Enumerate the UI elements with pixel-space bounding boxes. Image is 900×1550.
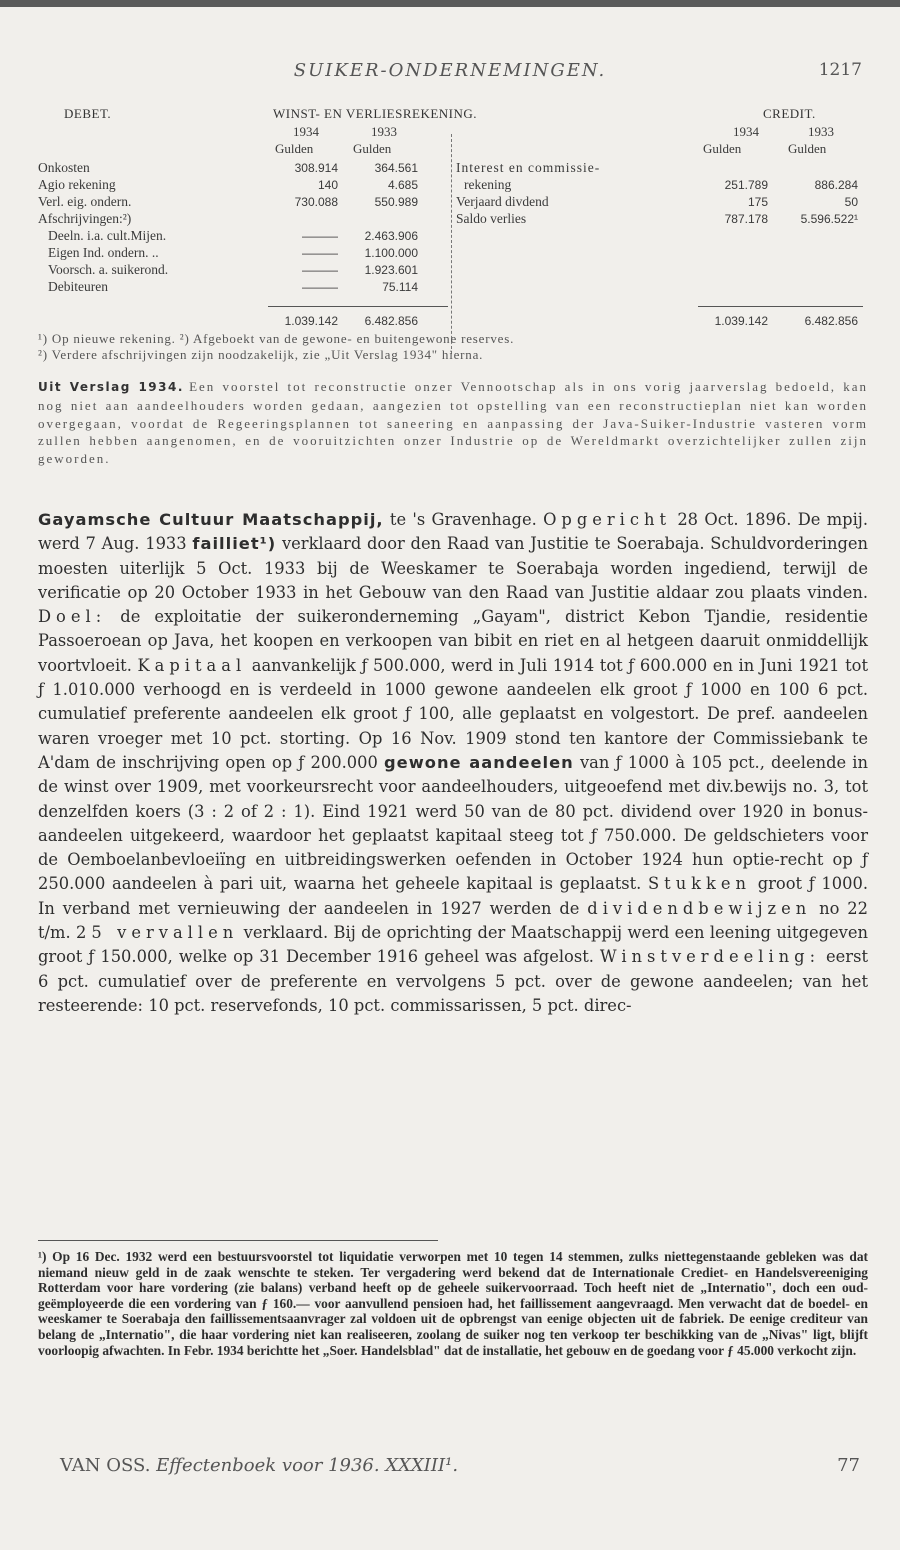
currency-a: Gulden (275, 141, 314, 156)
debit-value-b: 2.463.906 (364, 229, 418, 243)
debit-value-b: 4.685 (387, 178, 418, 192)
debet-heading: DEBET. (64, 106, 112, 121)
entry-text: aanvankelijk ƒ 500.000, werd in Juli 1914 tot ƒ 600.000 en in Juni 1921 tot ƒ 1.010.000 verhoogd en is verdeeld in 1000 gewone aandeelen elk groot ƒ 1000 en 100 6 pct. cumulatief preferente aandeelen elk groot ƒ 100, alle geplaatst en volgestort. De pref. aandeelen waren vroeger met 10 pct. storting. Op 16 Nov. 1909 stond ten kantore der Commissiebank te A'dam de inschrijving open op ƒ 200.000 (38, 655, 868, 772)
credit-label: Saldo verlies (456, 211, 527, 226)
debit-value-a: 730.088 (294, 195, 338, 209)
debit-value-a: ——— (302, 280, 338, 294)
credit-year-b: 1933 (808, 124, 834, 139)
total-rule (268, 306, 448, 307)
entry-text: te 's Gravenhage. (383, 510, 544, 529)
verslag-paragraph (38, 378, 868, 468)
debit-label: Deeln. i.a. cult.Mijen. (48, 228, 167, 243)
profit-loss-account (38, 106, 863, 336)
debit-value-a: ——— (302, 263, 338, 277)
credit-value-a: 787.178 (724, 212, 768, 226)
keyword-dividendbewijzen: dividendbewijzen (587, 898, 812, 918)
entry-text: verklaard. Bij de oprichting der Maatschappij werd een leening uitgegeven groot ƒ 150.000, welke op 31 December 1916 geheel was afgelost. (38, 923, 868, 967)
credit-value-a: 175 (747, 195, 768, 209)
scan-top-edge (0, 0, 900, 7)
debit-value-a: ——— (302, 229, 338, 243)
year-b: 1933 (371, 124, 397, 139)
credit-value-b: 5.596.522¹ (800, 212, 858, 226)
credit-label: Interest en commissie- (456, 160, 601, 175)
page-footer (60, 1455, 860, 1481)
debit-label: Onkosten (38, 160, 90, 175)
credit-label: rekening (464, 177, 512, 192)
debit-value-a: 308.914 (294, 161, 338, 175)
debit-value-b: 550.989 (374, 195, 418, 209)
entry-text: eerst 6 pct. cumulatief over de preferente en vervolgens 5 pct. over de gewone aandeelen; van het resteerende: 10 pct. reservefonds, 10 pct. commissarissen, 5 pct. direc- (38, 947, 868, 1015)
verslag-text: Een voorstel tot reconstructie onzer Vennootschap als in ons vorig jaarverslag bedoeld, kan nog niet aan aandeelhouders worden gedaan, aangezien tot opstelling van een reconstructieplan niet kan worden overgegaan, voordat de Regeeringsplannen tot saneering en aanpassing der Java-Suiker-Industrie vasteren vorm zullen hebben aangenomen, en de vooruitzichten onzer Industrie op de Wereldmarkt overzichtelijker zullen zijn geworden. (38, 379, 869, 467)
column-divider (451, 134, 453, 354)
debit-value-b: 1.100.000 (364, 246, 418, 260)
keyword-failliet: failliet¹) (192, 534, 277, 554)
credit-value-b: 50 (844, 195, 858, 209)
entry-text: groot ƒ 1000. In verband met vernieuwing der aandeelen in 1927 werden de (38, 874, 869, 918)
entry-text: van ƒ 1000 à 105 pct., deelende in de winst over 1909, met voorkeursrecht voor aandeelhouders, uitgeoefend met div.bewijs no. 3, tot denzelfden koers (3 : 2 of 2 : 1). Eind 1921 werd 50 van de 80 pct. dividend over 1920 in bonus-aandeelen uitgekeerd, waardoor het geplaatst kapitaal steeg tot ƒ 750.000. De geldschieters voor de Oemboelanbevloeiïng en uitbreidingswerken oefenden in October 1924 hun optie-recht op ƒ 250.000 aandeelen à pari uit, waarna het geheele kapitaal is geplaatst. (38, 752, 868, 894)
running-title: SUIKER-ONDERNEMINGEN. (293, 60, 607, 81)
credit-currency-b: Gulden (788, 141, 827, 156)
keyword-winstverdeeling: Winstverdeeling: (599, 947, 821, 967)
debit-label: Voorsch. a. suikerond. (48, 262, 169, 277)
credit-label: Verjaard divdend (456, 194, 549, 209)
debit-label: Agio rekening (38, 177, 116, 192)
footer-number: 77 (837, 1455, 860, 1476)
credit-heading: CREDIT. (763, 106, 816, 121)
total-rule (698, 306, 863, 307)
credit-value-b: 886.284 (814, 178, 858, 192)
company-entry (38, 508, 868, 1018)
entry-text: de exploitatie der suikeronderneming „Gayam", district Kebon Tjandie, residentie Passoeroean op Java, het koopen en verkoopen van bibit en riet en al hetgeen daaruit onmiddellijk voortvloeit. (38, 607, 868, 675)
credit-currency-a: Gulden (703, 141, 742, 156)
debit-value-a: 140 (317, 178, 338, 192)
keyword-gewone-aandeelen: gewone aandeelen (384, 752, 574, 772)
keyword-kapitaal: Kapitaal (137, 655, 247, 675)
entry-text: verklaard door den Raad van Justitie te Soerabaja. Schuldvorderingen moesten uiterlijk 5 Oct. 1933 bij de Weeskamer te Soerabaja worden ingediend, terwijl de verificatie op 20 October 1933 in het Gebouw van den Raad van Justitie aldaar zou plaats vinden. (38, 534, 868, 602)
debit-value-b: 75.114 (382, 280, 418, 294)
table-footnote: ¹) Op nieuwe rekening. ²) Afgeboekt van de gewone- en buitengewone reserves. (38, 331, 515, 346)
footnote: ¹) Op 16 Dec. 1932 werd een bestuursvoorstel tot liquidatie verworpen met 10 tegen 14 stemmen, zulks niettegenstaande gebleken was dat niemand nieuw geld in de zaak wenschte te steken. Ter vergadering werd bekend dat de Internationale Crediet- en Handelsvereeniging Rotterdam voor hare vordering (zie balans) verband heeft op de geheele suikervoorraad. Toch heeft niet de „Internatio", doch een oud-geëmployeerde die een vordering van ƒ 160.— voor aanvullend pensioen had, het faillissement aangevraagd. Men verwacht dat de boedel- en weeskamer te Soerabaja den faillissementsaanvrager zal voldoen uit de opbrengst van eenige objecten uit de fabriek. De eenige crediteur van belang de „Internatio", die haar vordering niet kan realiseeren, zoolang de suiker nog ten verkoop ter beschikking van de „Nivas" ligt, blijft voorloopig afwachten. In Febr. 1934 berichtte het „Soer. Handelsblad" dat de installatie, het gebouw en de goedang voor ƒ 45.000 verkocht zijn. (38, 1249, 868, 1358)
footer-publisher: VAN OSS. (60, 1455, 157, 1476)
footnote-rule (38, 1240, 438, 1241)
running-head (0, 60, 900, 84)
verslag-heading: Uit Verslag 1934. (38, 380, 184, 394)
debit-label: Debiteuren (48, 279, 108, 294)
debit-value-a: ——— (302, 246, 338, 260)
credit-total-b: 6.482.856 (804, 314, 858, 328)
keyword-stukken: Stukken (648, 874, 752, 894)
debit-label: Eigen Ind. ondern. .. (48, 245, 159, 260)
company-name: Gayamsche Cultuur Maatschappij, (38, 510, 384, 529)
debit-label: Afschrijvingen:²) (38, 211, 132, 226)
keyword-opgericht: Opgericht (543, 510, 672, 529)
credit-value-a: 251.789 (724, 178, 768, 192)
year-a: 1934 (293, 124, 319, 139)
footer-book-title: Effectenboek voor 1936. XXXIII¹. (156, 1455, 459, 1476)
debit-value-b: 1.923.601 (364, 263, 418, 277)
debit-label: Verl. eig. ondern. (38, 194, 132, 209)
account-title: WINST- EN VERLIESREKENING. (273, 106, 478, 121)
entry-text: no 22 t/m. (38, 898, 869, 943)
debit-value-b: 364.561 (374, 161, 418, 175)
keyword-vervallen: 25 vervallen (76, 923, 239, 943)
keyword-doel: Doel: (38, 607, 107, 627)
page-number: 1217 (818, 60, 862, 80)
credit-year-a: 1934 (733, 124, 759, 139)
currency-b: Gulden (353, 141, 392, 156)
table-footnote: ²) Verdere afschrijvingen zijn noodzakelijk, zie „Uit Verslag 1934" hierna. (38, 347, 484, 362)
total-a: 1.039.142 (284, 314, 338, 328)
entry-text: 28 Oct. 1896. De mpij. werd 7 Aug. 1933 (38, 510, 869, 554)
footer-source (60, 1455, 458, 1476)
total-b: 6.482.856 (364, 314, 418, 328)
credit-total-a: 1.039.142 (714, 314, 768, 328)
